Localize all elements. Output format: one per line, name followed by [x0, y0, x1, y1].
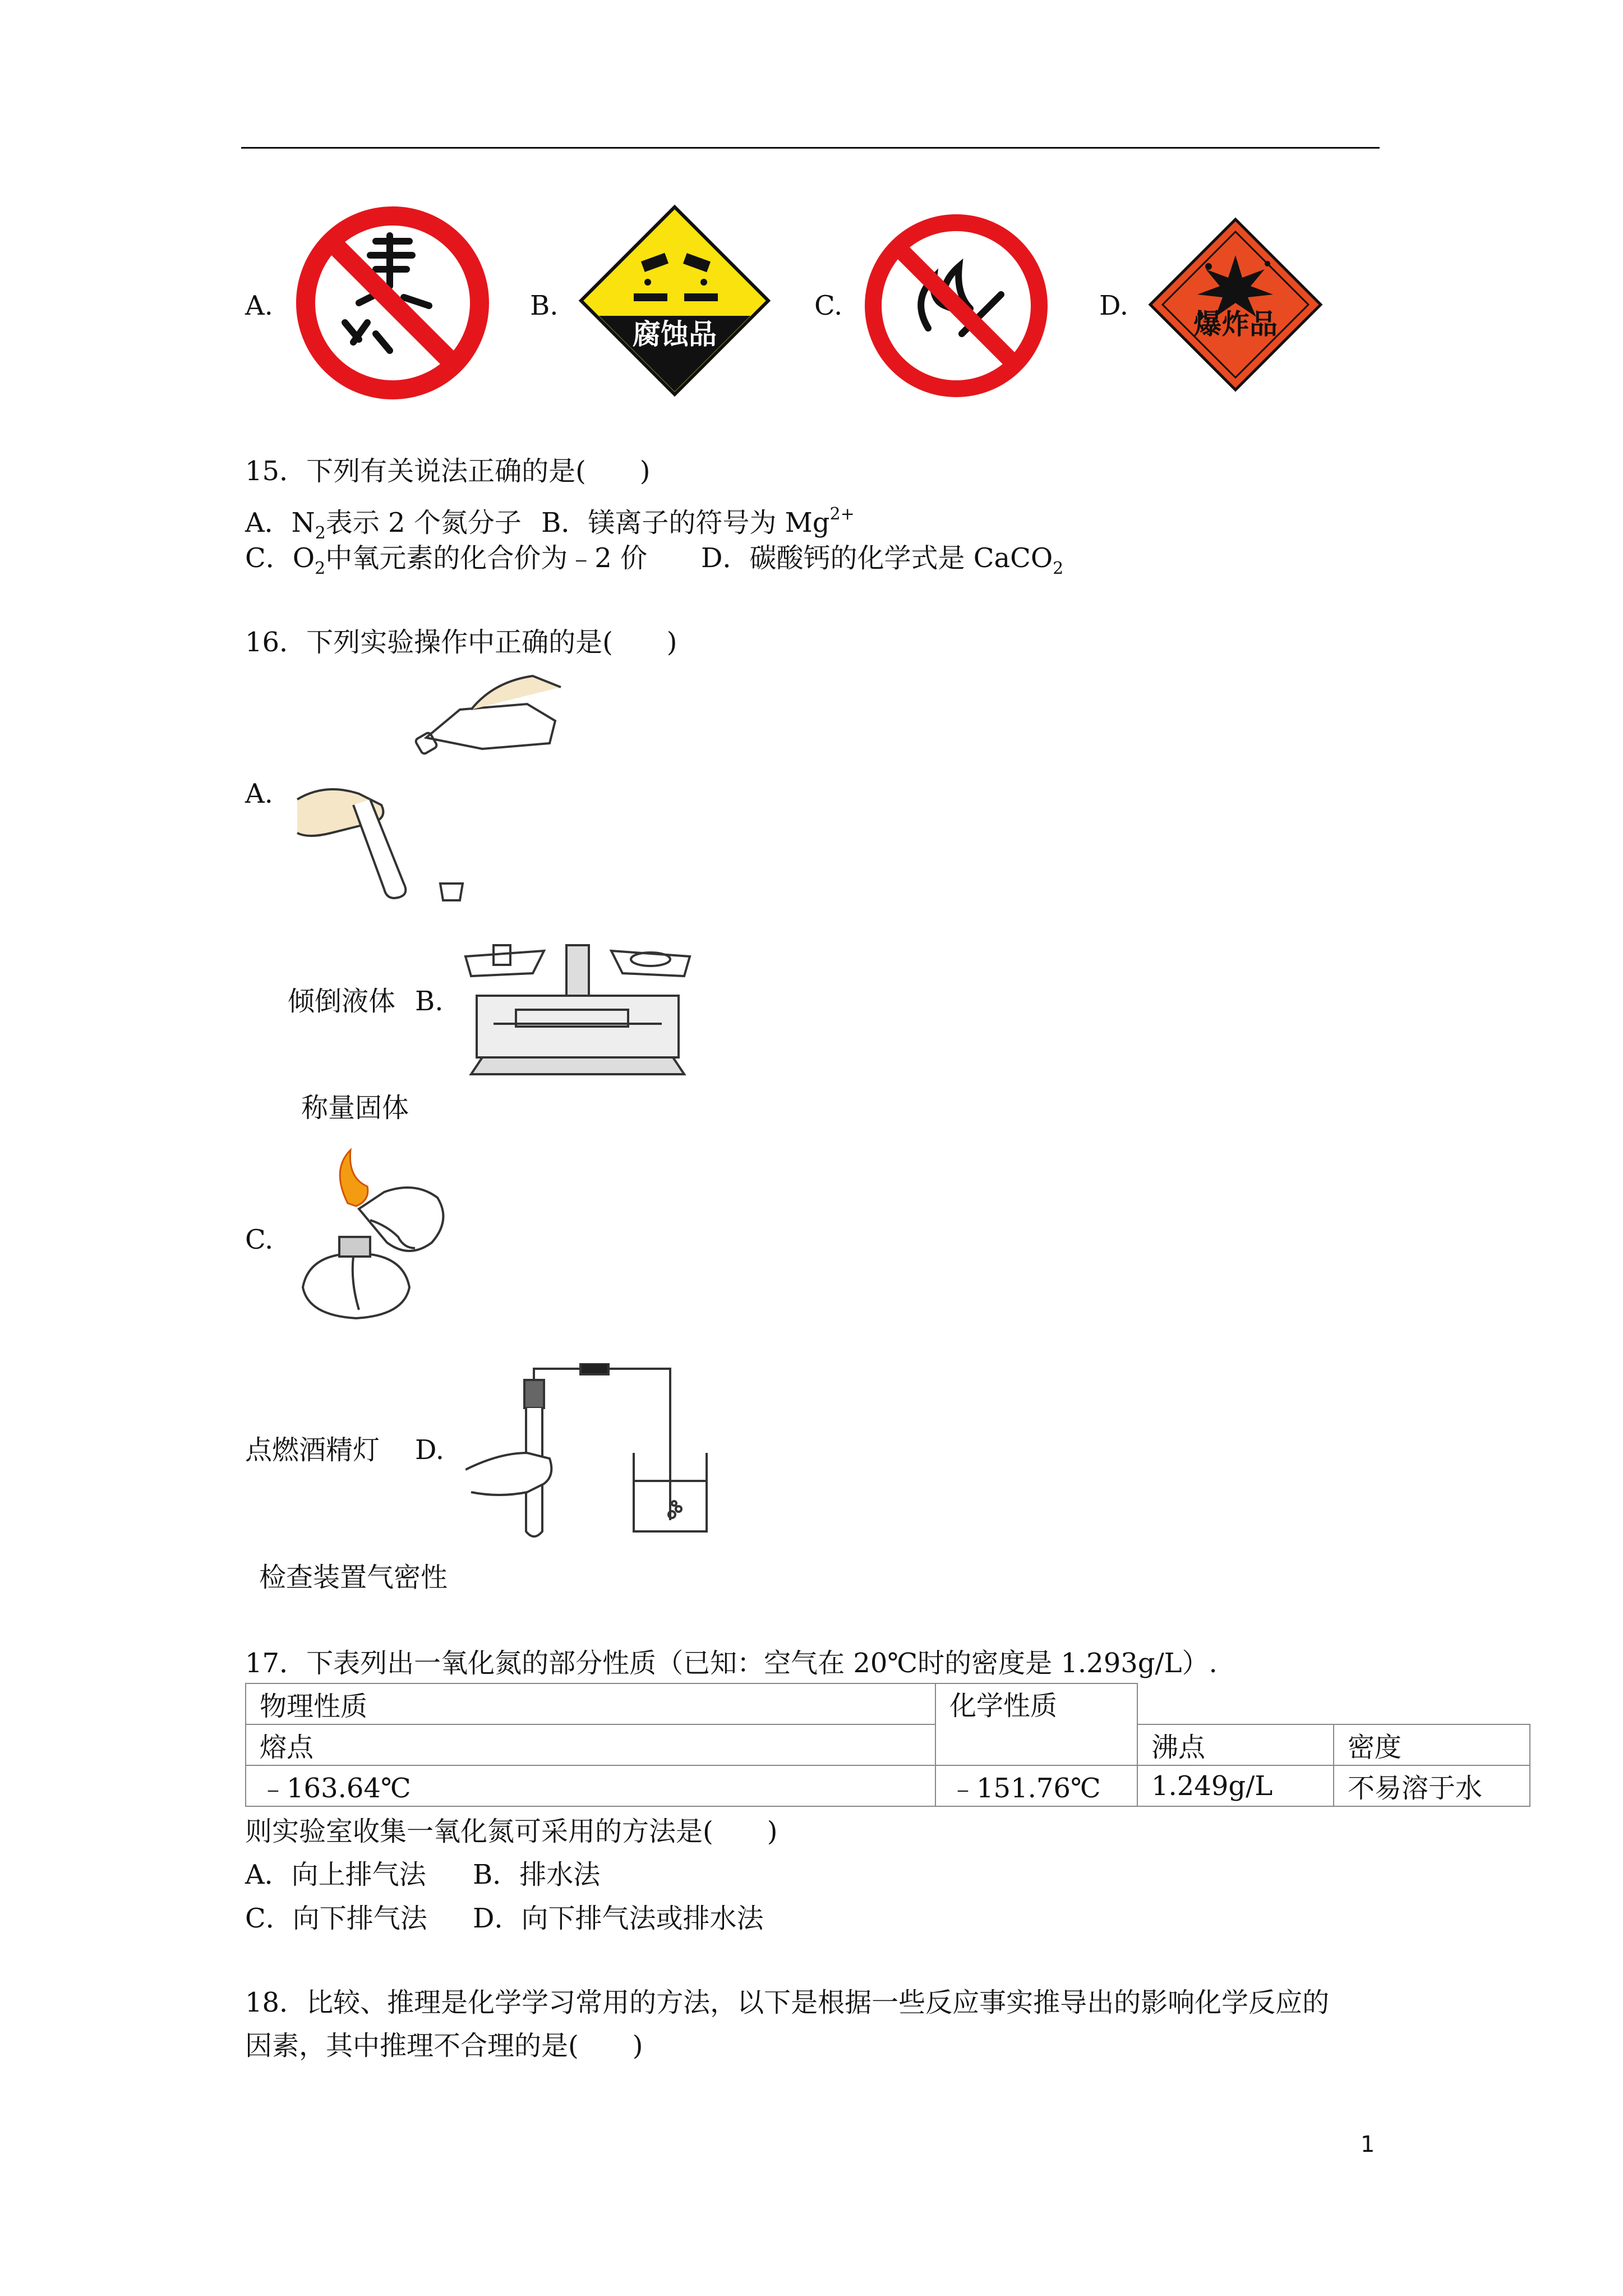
table-cell: 1.249g/L — [1137, 1765, 1334, 1806]
corrosive-sign-icon — [578, 204, 772, 398]
table-header-density: 密度 — [1334, 1724, 1530, 1765]
table-cell: ﹣151.76℃ — [935, 1765, 1137, 1806]
no-fireworks-sign-icon — [292, 202, 494, 404]
sign-b-letter: B. — [530, 290, 559, 321]
page-number: 1 — [1361, 2132, 1375, 2157]
table-cell: ﹣163.64℃ — [246, 1765, 935, 1806]
table-row — [246, 1724, 1530, 1765]
q16-caption-b: 称量固体 — [301, 1092, 409, 1124]
airtightness-check-illustration — [465, 1363, 712, 1543]
q17-stem: 17．下表列出一氧化氮的部分性质（已知：空气在 20℃时的密度是 1.293g/L）. — [245, 1648, 1218, 1679]
q17-ask: 则实验室收集一氧化氮可采用的方法是( ) — [245, 1816, 778, 1847]
table-row — [246, 1765, 1530, 1806]
q17-option-d: D．向下排气法或排水法 — [473, 1903, 764, 1934]
q16-caption-a: 倾倒液体 — [288, 986, 396, 1017]
q15-option-a: A．$N_2$表示 2 个氮分子 — [245, 507, 522, 543]
q16-caption-c: 点燃酒精灯 — [245, 1434, 380, 1466]
explosive-sign-icon — [1147, 216, 1324, 393]
q16-option-b: B. — [415, 986, 444, 1017]
q18-line-1: 18．比较、推理是化学学习常用的方法，以下是根据一些反应事实推导出的影响化学反应的 — [245, 1987, 1330, 2018]
sign-c-letter: C. — [814, 290, 843, 321]
q17-option-c: C．向下排气法 — [245, 1903, 427, 1934]
q15-option-d: D．碳酸钙的化学式是 CaCO$_2$ — [701, 542, 1064, 578]
table-blank-cell — [1137, 1683, 1530, 1724]
q16-caption-d: 检查装置气密性 — [259, 1562, 448, 1593]
q15-stem: 15．下列有关说法正确的是( ) — [245, 455, 651, 487]
table-header-physical: 物理性质 — [246, 1683, 935, 1724]
q16-option-c: C. — [245, 1224, 274, 1255]
q16-option-a: A. — [245, 778, 273, 809]
table-header-melting: 熔点 — [246, 1724, 935, 1765]
corrosive-sign-text: 腐蚀品 — [633, 318, 717, 351]
q17-option-a: A．向上排气法 — [245, 1859, 426, 1890]
nitric-oxide-properties-table — [245, 1683, 1530, 1807]
alcohol-lamp-illustration — [286, 1147, 454, 1327]
q15-option-b: B．镁离子的符号为 $Mg^{2+}$ — [541, 504, 855, 539]
table-header-chemical: 化学性质 — [935, 1683, 1137, 1765]
sign-d-letter: D. — [1099, 290, 1129, 321]
header-rule — [241, 147, 1380, 149]
q17-option-b: B．排水法 — [473, 1859, 601, 1890]
q15-option-c: C．$O_2$中氧元素的化合价为﹣2 价 — [245, 542, 647, 578]
explosive-sign-text: 爆炸品 — [1193, 308, 1278, 341]
balance-scale-illustration — [460, 923, 695, 1083]
pouring-liquid-illustration — [292, 670, 572, 917]
table-row — [246, 1683, 1530, 1724]
q16-option-d: D. — [415, 1434, 445, 1466]
q18-line-2: 因素，其中推理不合理的是( ) — [245, 2030, 643, 2062]
sign-a-letter: A. — [245, 290, 273, 321]
table-cell: 不易溶于水 — [1334, 1765, 1530, 1806]
no-smoking-sign-icon — [861, 210, 1052, 401]
table-header-boiling: 沸点 — [1137, 1724, 1334, 1765]
q16-stem: 16．下列实验操作中正确的是( ) — [245, 627, 677, 658]
